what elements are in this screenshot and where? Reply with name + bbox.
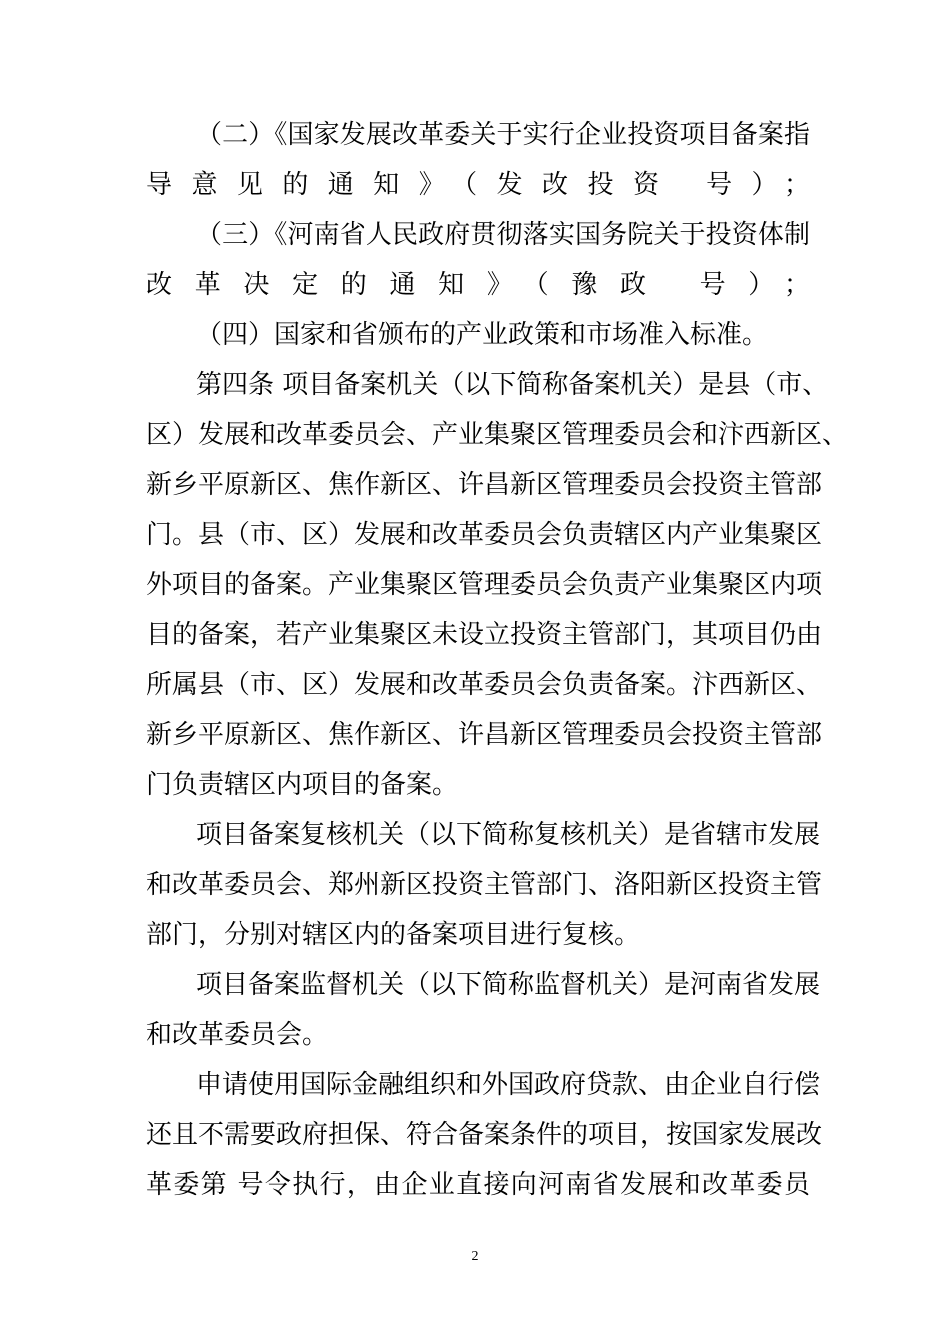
text-line: 门。县（市、区）发展和改革委员会负责辖区内产业集聚区: [146, 520, 823, 550]
text-line: 门负责辖区内项目的备案。: [146, 770, 459, 800]
text-line: 和改革委员会。: [146, 1020, 329, 1050]
text-line: 新乡平原新区、焦作新区、许昌新区管理委员会投资主管部: [146, 720, 823, 750]
text-line: 改革决定的通知》（豫政 号）；: [146, 270, 810, 300]
text-line: 项目备案复核机关（以下简称复核机关）是省辖市发展: [196, 820, 821, 850]
text-line: 外项目的备案。产业集聚区管理委员会负责产业集聚区内项: [146, 570, 823, 600]
text-line: 申请使用国际金融组织和外国政府贷款、由企业自行偿: [196, 1070, 821, 1100]
text-line: 新乡平原新区、焦作新区、许昌新区管理委员会投资主管部: [146, 470, 823, 500]
text-line: 项目备案监督机关（以下简称监督机关）是河南省发展: [196, 970, 821, 1000]
page-number: 2: [471, 1249, 479, 1264]
text-line: 第四条 项目备案机关（以下简称备案机关）是县（市、: [196, 370, 829, 400]
text-line: 导意见的通知》（发改投资 号）；: [146, 170, 810, 200]
text-line: 目的备案，若产业集聚区未设立投资主管部门，其项目仍由: [146, 620, 823, 650]
text-line: 革委第 号令执行，由企业直接向河南省发展和改革委员: [146, 1170, 810, 1200]
text-line: 所属县（市、区）发展和改革委员会负责备案。汴西新区、: [146, 670, 823, 700]
text-line: （四）国家和省颁布的产业政策和市场准入标准。: [196, 320, 769, 350]
text-line: 区）发展和改革委员会、产业集聚区管理委员会和汴西新区、: [146, 420, 849, 450]
text-line: 和改革委员会、郑州新区投资主管部门、洛阳新区投资主管: [146, 870, 823, 900]
text-line: （二）《国家发展改革委关于实行企业投资项目备案指: [196, 120, 810, 150]
text-line: 部门，分别对辖区内的备案项目进行复核。: [146, 920, 641, 950]
text-line: 还且不需要政府担保、符合备案条件的项目，按国家发展改: [146, 1120, 823, 1150]
text-line: （三）《河南省人民政府贯彻落实国务院关于投资体制: [196, 220, 810, 250]
